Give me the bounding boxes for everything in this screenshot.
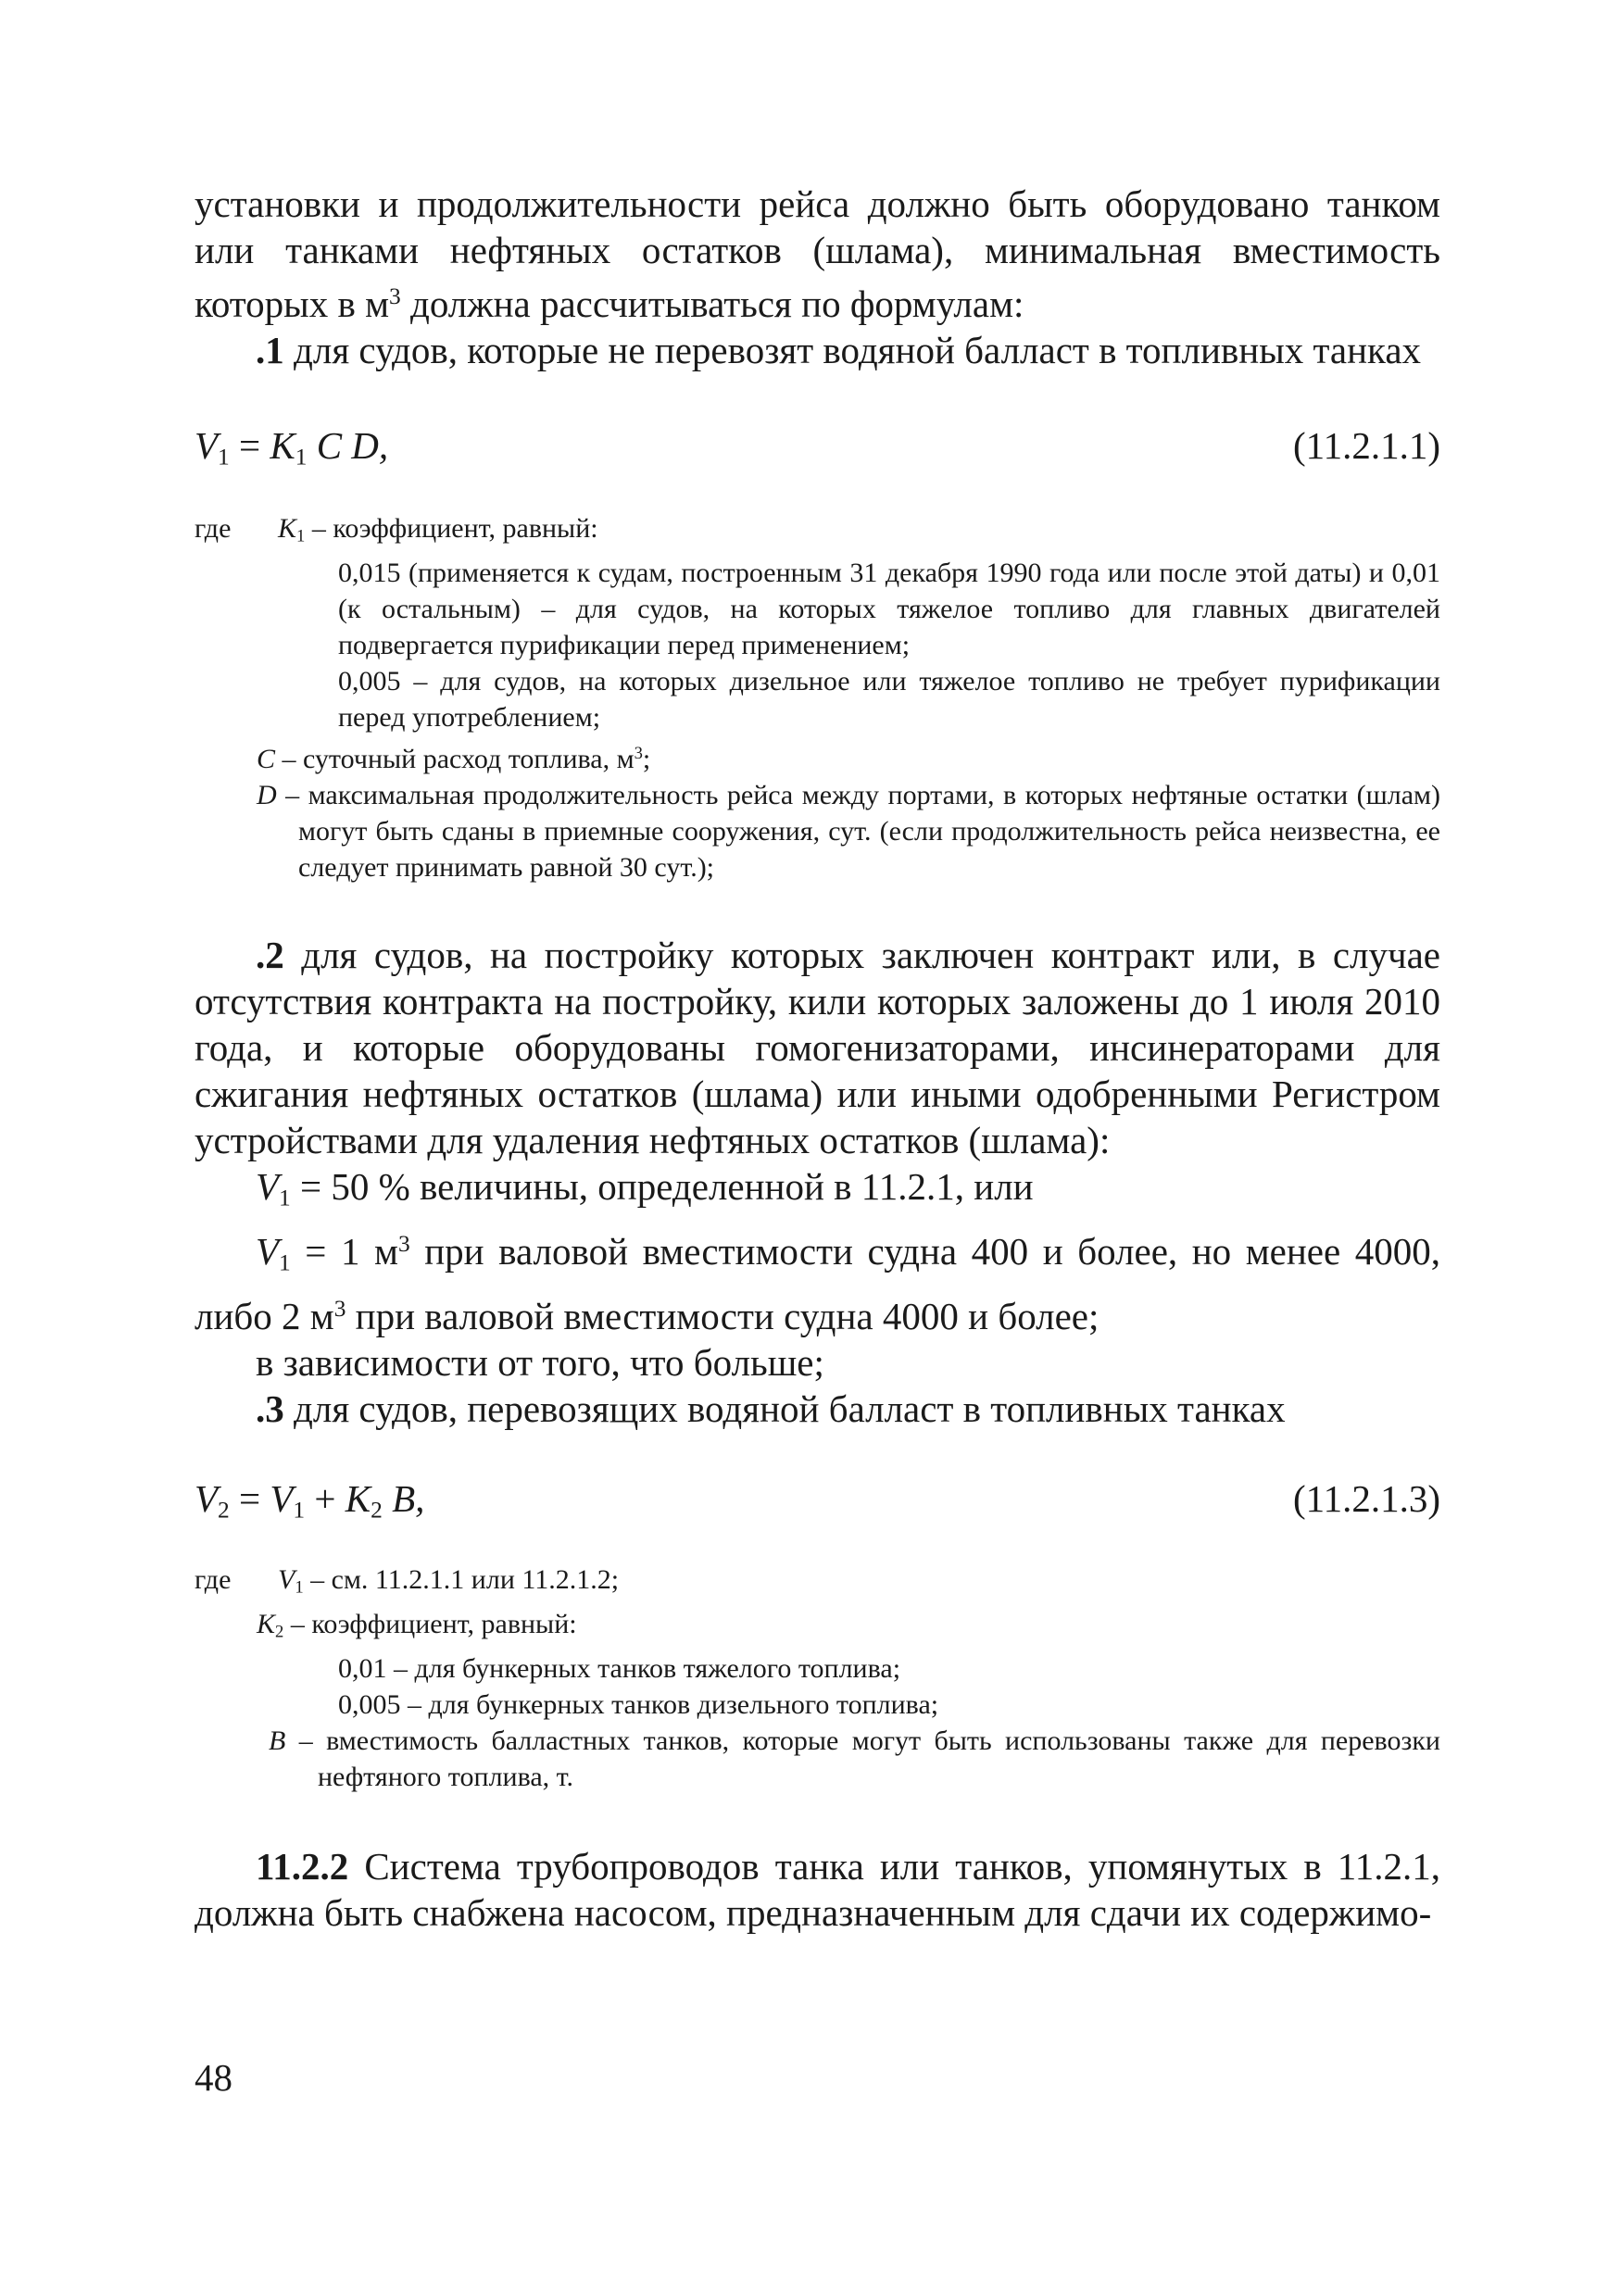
- paragraph-11-2-2: [195, 1843, 1440, 1936]
- item-2-line-3: в зависимости от того, что больше;: [256, 1341, 824, 1385]
- paragraph-11-2-2-number: 11.2.2: [256, 1844, 349, 1888]
- item-1: [195, 327, 1440, 373]
- where-k2-text: – коэффициент, равный:: [283, 1609, 577, 1640]
- where-d-text: – максимальная продолжительность рейса между портами, в которых нефтяные остатки (шлам) могут быть сданы в приемные сооружения, сут. (если продолжительность рейса неизвестна, ее следует принимать равной 30 сут.);: [276, 779, 1440, 883]
- where-k1-value-2: 0,005 – для судов, на которых дизельное или тяжелое топливо не требует пурификации перед употреблением;: [338, 665, 1440, 733]
- item-3: [195, 1386, 1440, 1432]
- where-k2: $K_2$ – коэффициент, равный:: [257, 1609, 577, 1642]
- formula-11-2-1-3-expression: $V_2 = V_1 + K_2$ B,: [195, 1477, 425, 1524]
- where-label: где: [195, 512, 232, 544]
- item-2-line-2: $V_1 = 1$ $м^3$ при валовой вместимости судна 400 и более, но менее 4000, либо 2 $м^3$ при валовой вместимости судна 4000 и более;: [195, 1230, 1440, 1338]
- item-1-text: для судов, которые не перевозят водяной балласт в топливных танках: [283, 328, 1422, 371]
- superscript-3: 3: [389, 283, 401, 309]
- item-2-number: .2: [256, 933, 284, 976]
- where-b: B – вместимость балластных танков, которые могут быть использованы также для перевозки нефтяного топлива, т.: [269, 1725, 1440, 1792]
- paragraph-intro-text: установки и продолжительности рейса должно быть оборудовано танком или танками нефтяных остатков (шлама), минимальная вместимость которых в м: [195, 182, 1440, 325]
- where-c-text: – суточный расход топлива, м: [275, 743, 635, 774]
- item-3-number: .3: [256, 1387, 284, 1431]
- where-v1-text: – см. 11.2.1.1 или 11.2.1.2;: [303, 1564, 620, 1596]
- where-label: где: [195, 1564, 232, 1596]
- formula-11-2-1-3: [195, 1471, 1440, 1526]
- where-k2-value-1: 0,01 – для бункерных танков тяжелого топлива;: [338, 1652, 901, 1684]
- paragraph-11-2-2-text: Система трубопроводов танка или танков, упомянутых в 11.2.1, должна быть снабжена насосом, предназначенным для сдачи их содержимо-: [195, 1844, 1440, 1934]
- item-2: [195, 932, 1440, 1163]
- page-number: 48: [195, 2056, 232, 2099]
- item-3-text: для судов, перевозящих водяной балласт в топливных танках: [283, 1387, 1286, 1431]
- where-b-text: – вместимость балластных танков, которые могут быть использованы также для перевозки нефтяного топлива, т.: [285, 1725, 1440, 1792]
- document-page: [195, 181, 1440, 1936]
- where-k1-value-1: 0,015 (применяется к судам, построенным 31 декабря 1990 года или после этой даты) и 0,01 (к остальным) – для судов, на которых тяжелое топливо для главных двигателей подвергается пурификации перед применением;: [338, 557, 1440, 660]
- formula-11-2-1-1-expression: $V_1 = K_1$ C D,: [195, 423, 389, 470]
- item-1-number: .1: [256, 328, 284, 371]
- where-c: C – суточный расход топлива, $м^3$;: [257, 743, 651, 774]
- where-k1-text: – коэффициент, равный:: [305, 512, 598, 544]
- paragraph-intro: [195, 181, 1440, 327]
- where-k2-value-2: 0,005 – для бункерных танков дизельного топлива;: [338, 1688, 939, 1720]
- item-2-text: для судов, на постройку которых заключен контракт или, в случае отсутствия контракта на постройку, кили которых заложены до 1 июля 2010 года, и которые оборудованы гомогенизаторами, инсинераторами для сжигания нефтяных остатков (шлама) или иными одобренными Регистром устройствами для удаления нефтяных остатков (шлама):: [195, 933, 1440, 1161]
- where-block-2: [195, 1562, 1440, 1794]
- where-k1: где $K_1$ – коэффициент, равный:: [195, 510, 1440, 555]
- formula-11-2-1-1-number: (11.2.1.1): [1292, 423, 1440, 467]
- where-v1: где $V_1$ – см. 11.2.1.1 или 11.2.1.2;: [195, 1562, 1440, 1606]
- formula-11-2-1-1: [195, 418, 1440, 473]
- paragraph-intro-tail: должна рассчитываться по формулам:: [400, 282, 1024, 325]
- where-block-1: [195, 510, 1440, 885]
- where-d: D – максимальная продолжительность рейса между портами, в которых нефтяные остатки (шлам) могут быть сданы в приемные сооружения, сут. (если продолжительность рейса неизвестна, ее следует принимать равной 30 сут.);: [257, 779, 1440, 883]
- item-2-line-1: $V_1 = 50$ % величины, определенной в 11.2.1, или: [256, 1164, 1034, 1211]
- formula-11-2-1-3-number: (11.2.1.3): [1292, 1477, 1440, 1521]
